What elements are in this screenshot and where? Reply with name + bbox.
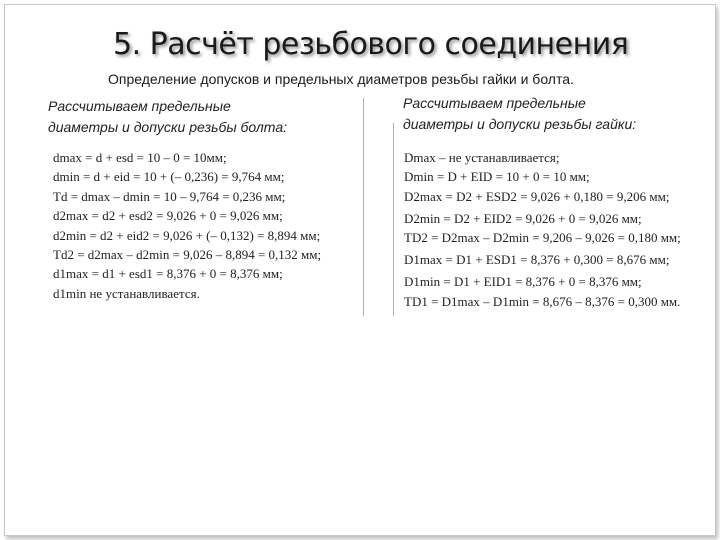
- column-divider-left: [363, 98, 364, 316]
- nut-formula-d1min: D1min = D1 + EID1 = 8,376 + 0 = 8,376 мм;: [404, 274, 642, 290]
- nut-formula-d2min: D2min = D2 + EID2 = 9,026 + 0 = 9,026 мм;: [404, 210, 642, 226]
- bolt-column-heading: [48, 96, 287, 138]
- nut-formula-dmin: Dmin = D + EID = 10 + 0 = 10 мм;: [404, 169, 590, 185]
- bolt-heading-line-2: диаметры и допуски резьбы болта:: [48, 119, 287, 135]
- bolt-formula-dmin: dmin = d + eid = 10 + (– 0,236) = 9,764 мм;: [53, 169, 285, 185]
- bolt-formula-d1min: d1min не устанавливается.: [53, 285, 200, 301]
- slide-subtitle: Определение допусков и предельных диаметров резьбы гайки и болта.: [108, 71, 574, 87]
- nut-column-heading: [403, 93, 636, 135]
- slide-title: 5. Расчёт резьбового соединения: [113, 27, 629, 62]
- nut-formula-dmax: Dmax – не устанавливается;: [404, 150, 560, 165]
- nut-formula-td2: TD2 = D2max – D2min = 9,206 – 9,026 = 0,180 мм;: [404, 230, 681, 246]
- bolt-formula-d1max: d1max = d1 + esd1 = 8,376 + 0 = 8,376 мм;: [53, 266, 283, 282]
- nut-formula-d1max: D1max = D1 + ESD1 = 8,376 + 0,300 = 8,676 мм;: [404, 252, 670, 268]
- bolt-formula-list: [53, 148, 359, 303]
- bolt-formula-d2max: d2max = d2 + esd2 = 9,026 + 0 = 9,026 мм;: [53, 208, 283, 224]
- bolt-formula-dmax: dmax = d + esd = 10 – 0 = 10мм;: [53, 150, 227, 165]
- bolt-formula-td: Td = dmax – dmin = 10 – 9,764 = 0,236 мм;: [53, 188, 286, 204]
- slide-frame: [4, 4, 716, 536]
- bolt-formula-d2min: d2min = d2 + eid2 = 9,026 + (– 0,132) = 8,894 мм;: [53, 227, 321, 243]
- nut-heading-line-2: диаметры и допуски резьбы гайки:: [403, 116, 637, 132]
- nut-formula-td1: TD1 = D1max – D1min = 8,676 – 8,376 = 0,300 мм.: [404, 293, 681, 309]
- nut-formula-d2max: D2max = D2 + ESD2 = 9,026 + 0,180 = 9,206 мм;: [404, 188, 670, 204]
- nut-heading-line-1: Рассчитываем предельные: [403, 95, 586, 111]
- bolt-heading-line-1: Рассчитываем предельные: [48, 98, 231, 114]
- column-divider-right: [393, 123, 394, 316]
- nut-formula-list: [404, 148, 704, 314]
- bolt-formula-td2: Td2 = d2max – d2min = 9,026 – 8,894 = 0,132 мм;: [53, 246, 322, 262]
